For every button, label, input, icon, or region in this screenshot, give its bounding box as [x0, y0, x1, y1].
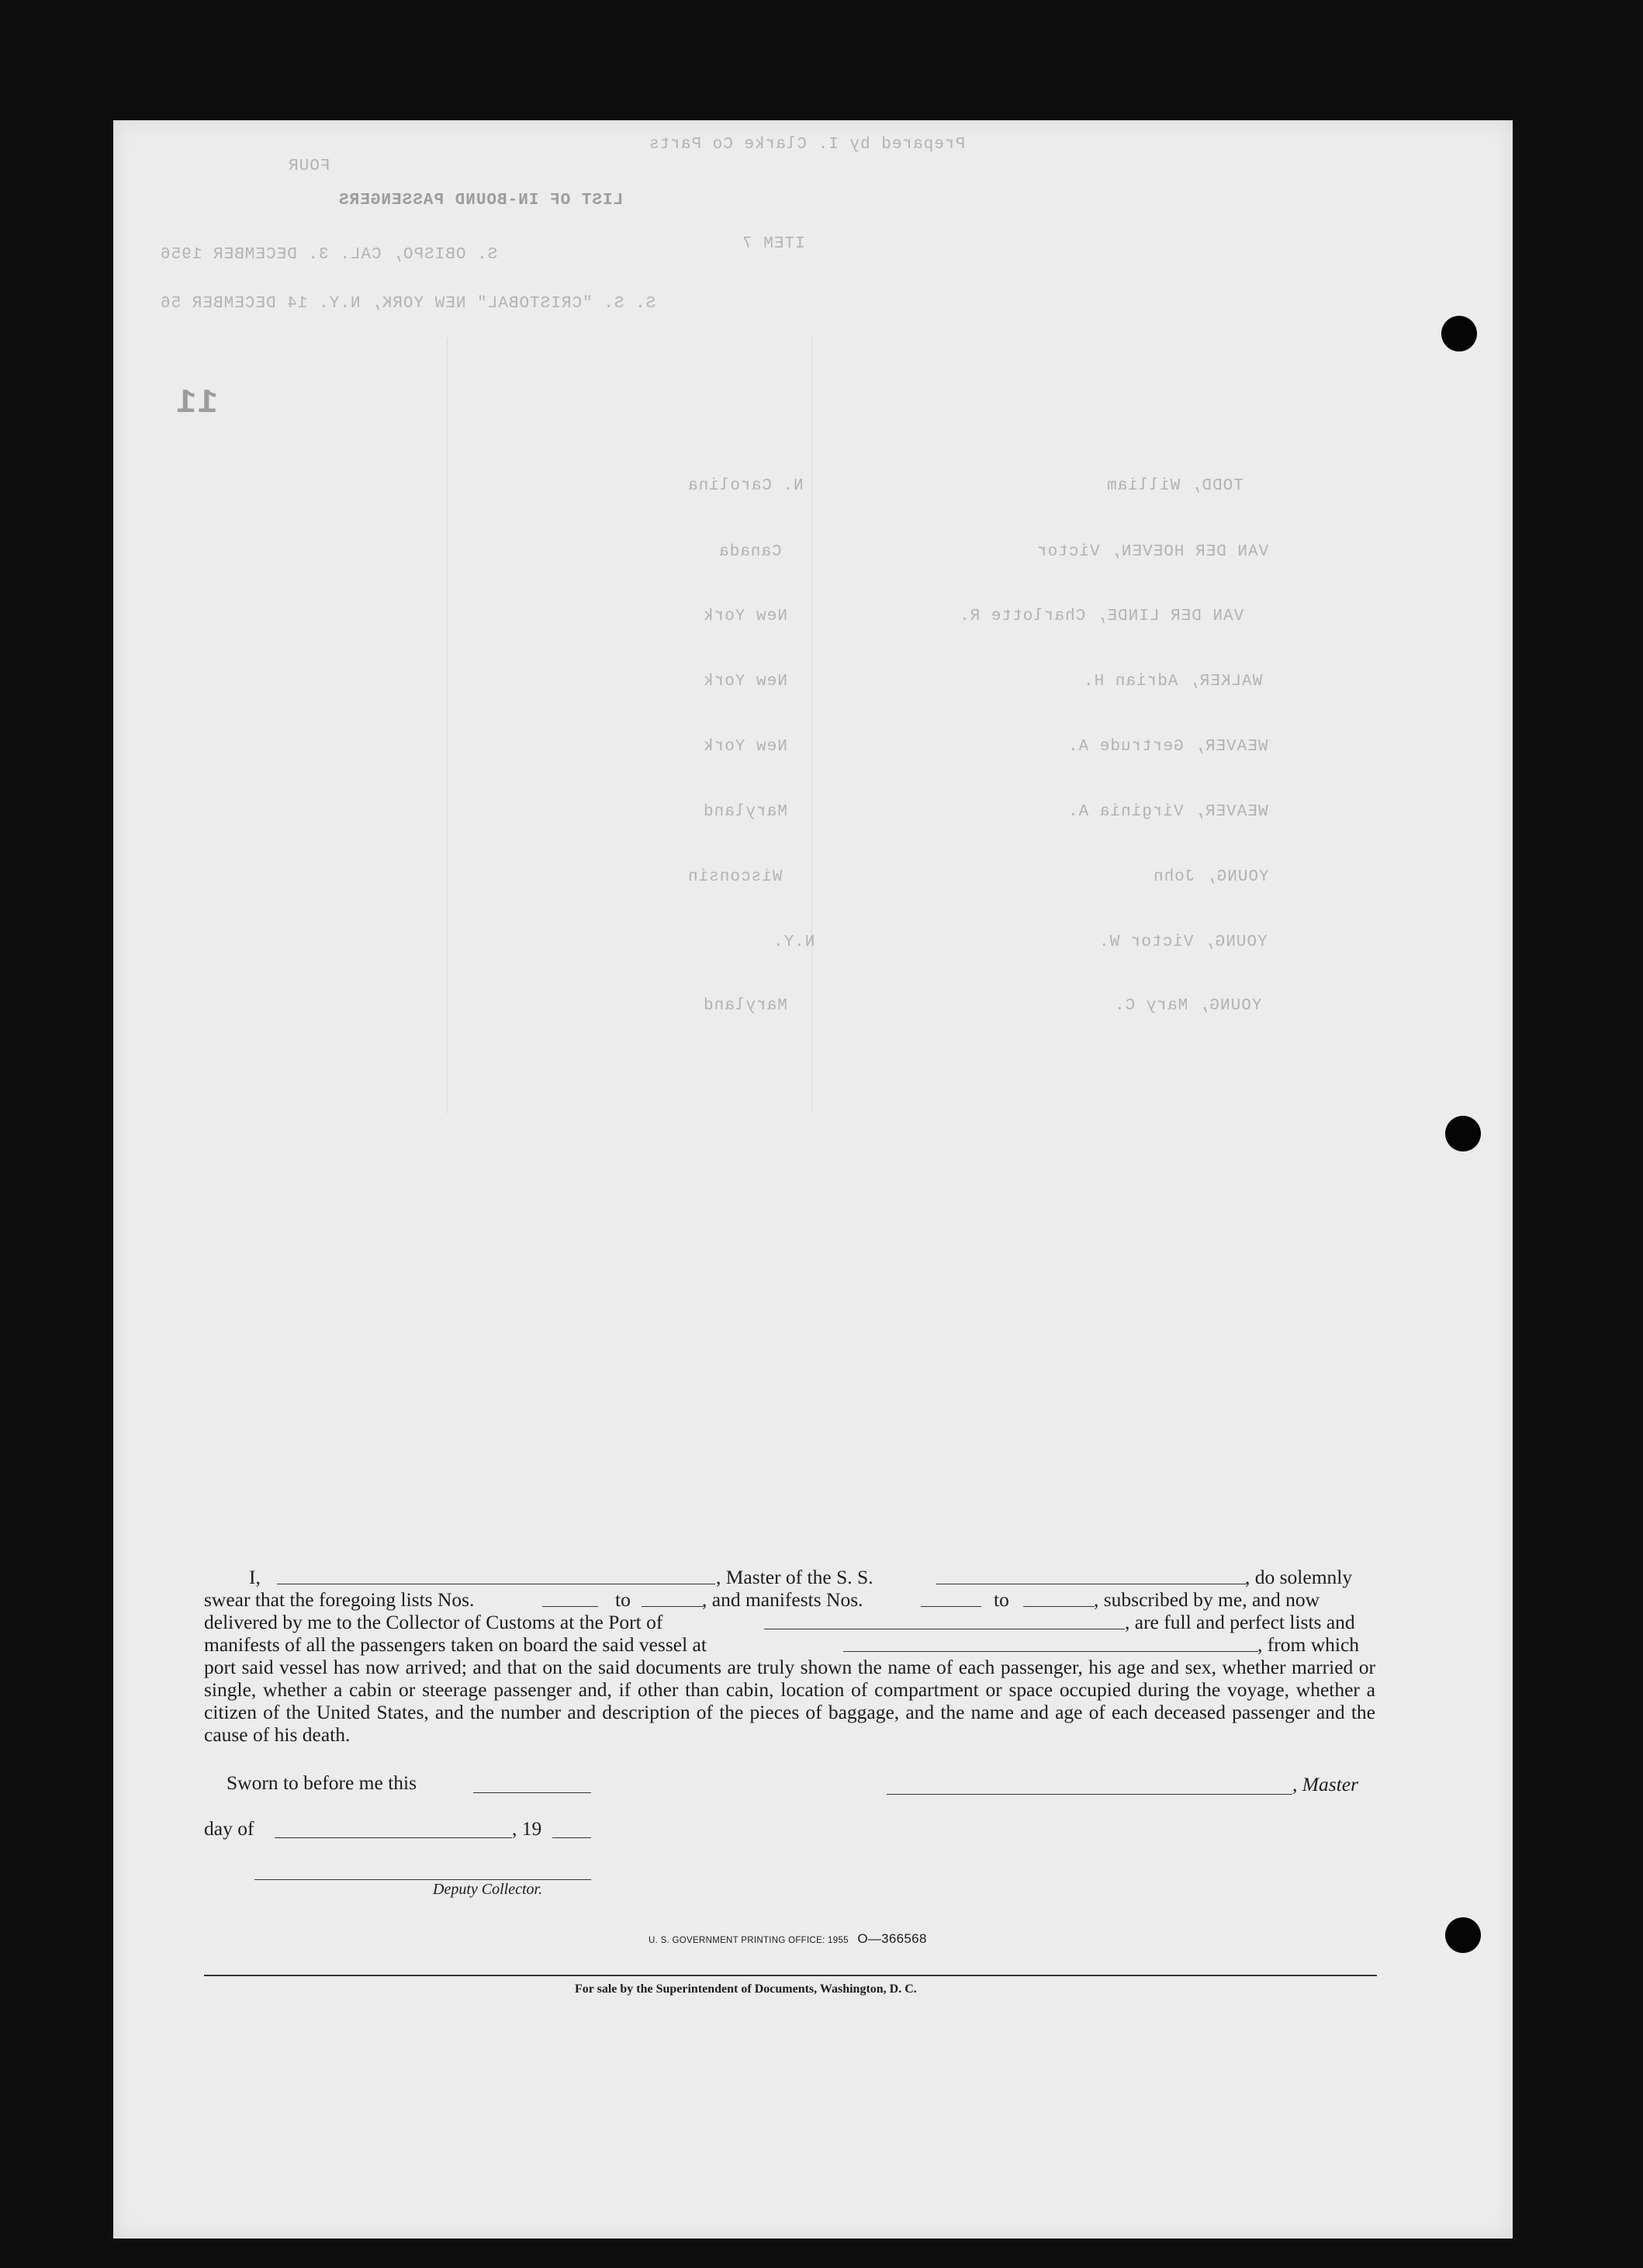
bleed-passenger-state: Canada	[718, 543, 782, 561]
bleed-passenger-name: YOUNG, Victor W.	[1098, 933, 1268, 951]
ship-name-field[interactable]	[936, 1583, 1247, 1584]
bleed-passenger-name: VAN DER HOEVEN, Victor	[1036, 543, 1269, 561]
oath-text: , do solemnly	[1245, 1566, 1353, 1588]
master-name-field[interactable]	[277, 1583, 715, 1584]
punch-hole-bottom	[1445, 1917, 1481, 1953]
footer-sale-notice: For sale by the Superintendent of Documents, Washington, D. C.	[575, 1982, 917, 1996]
document-page	[113, 120, 1513, 2239]
master-label: , Master	[1292, 1773, 1358, 1795]
bleed-passenger-state: Wisconsin	[687, 868, 783, 886]
year-label: , 19	[512, 1817, 542, 1840]
lists-from-field[interactable]	[542, 1605, 598, 1607]
oath-text: , from which	[1257, 1633, 1360, 1656]
manifests-from-field[interactable]	[921, 1605, 981, 1607]
punch-hole-middle	[1445, 1116, 1481, 1151]
bleed-passenger-state: N. Carolina	[687, 477, 804, 495]
gpo-number: O—366568	[857, 1931, 927, 1946]
bleed-header-line: Prepared by I. Clarke Co Parts	[649, 136, 966, 154]
oath-text: , are full and perfect lists and	[1125, 1611, 1355, 1633]
bleed-passenger-name: YOUNG, John	[1153, 868, 1269, 886]
bleed-passenger-name: WEAVER, Virginia A.	[1067, 803, 1268, 821]
manifests-to-field[interactable]	[1023, 1605, 1095, 1607]
oath-text: I,	[249, 1566, 261, 1588]
oath-paragraph	[204, 1566, 1375, 1746]
oath-text: manifests of all the passengers taken on board the said vessel at	[204, 1633, 707, 1656]
oath-text: swear that the foregoing lists Nos.	[204, 1588, 475, 1611]
day-of-label: day of	[204, 1817, 254, 1840]
oath-line	[204, 1566, 1375, 1588]
lists-to-field[interactable]	[642, 1605, 704, 1607]
bleed-header-line: S. S. "CRISTOBAL" NEW YORK, N.Y. 14 DECEMBER 56	[160, 295, 656, 313]
bleed-passenger-name: WEAVER, Gertrude A.	[1067, 738, 1268, 756]
footer-rule	[204, 1975, 1377, 1976]
oath-text: , and manifests Nos.	[702, 1588, 863, 1611]
deputy-collector-label: Deputy Collector.	[433, 1881, 543, 1898]
gpo-imprint	[649, 1931, 927, 1947]
bleed-column-rule	[811, 338, 812, 1113]
bleed-passenger-state: New York	[703, 738, 787, 756]
sworn-date-field[interactable]	[473, 1792, 591, 1793]
punch-hole-top	[1441, 316, 1477, 351]
bleed-header-line: S. OBISPO, CAL. 3. DECEMBER 1956	[160, 246, 498, 264]
bleed-header-line: ITEM 7	[742, 235, 805, 253]
bleed-passenger-state: N.Y.	[773, 933, 815, 951]
bleed-passenger-state: New York	[703, 608, 787, 625]
oath-body: port said vessel has now arrived; and that on the said documents are truly shown the name of each passenger, his age and sex, whether married or single, whether a cabin or steerage passenger and, if other than cabin, location of compartment or space occupied during the voyage, whether a citizen of the United States, and the number and description of the pieces of baggage, and the name and age of each deceased passenger and the cause of his death.	[204, 1656, 1375, 1746]
gpo-line: U. S. GOVERNMENT PRINTING OFFICE: 1955	[649, 1936, 849, 1945]
deputy-signature-field[interactable]	[254, 1879, 591, 1880]
month-field[interactable]	[275, 1837, 512, 1838]
bleed-passenger-name: VAN DER LINDE, Charlotte R.	[959, 608, 1244, 625]
oath-text: , subscribed by me, and now	[1094, 1588, 1320, 1611]
master-signature-field[interactable]	[887, 1794, 1292, 1795]
bleed-column-rule	[447, 338, 448, 1113]
bleed-passenger-state: New York	[703, 673, 787, 691]
oath-line	[204, 1633, 1375, 1656]
bleed-passenger-state: Maryland	[703, 997, 787, 1015]
bleed-passenger-name: YOUNG, Mary C.	[1114, 997, 1262, 1015]
embark-port-field[interactable]	[843, 1650, 1258, 1652]
oath-line	[204, 1588, 1375, 1611]
bleed-passenger-state: Maryland	[703, 803, 787, 821]
oath-text: to	[994, 1588, 1009, 1611]
oath-line	[204, 1611, 1375, 1633]
bleed-header-line: LIST OF IN-BOUND PASSENGERS	[338, 192, 624, 209]
bleed-header-line: 11	[175, 384, 218, 423]
year-field[interactable]	[552, 1837, 591, 1838]
bleed-header-line: FOUR	[288, 158, 330, 175]
oath-text: , Master of the S. S.	[716, 1566, 873, 1588]
oath-text: to	[615, 1588, 631, 1611]
port-field[interactable]	[764, 1628, 1125, 1629]
oath-text: delivered by me to the Collector of Customs at the Port of	[204, 1611, 663, 1633]
sworn-label: Sworn to before me this	[227, 1771, 417, 1794]
bleed-passenger-name: TODD, William	[1106, 477, 1243, 495]
bleed-passenger-name: WALKER, Adrian H.	[1083, 673, 1263, 691]
